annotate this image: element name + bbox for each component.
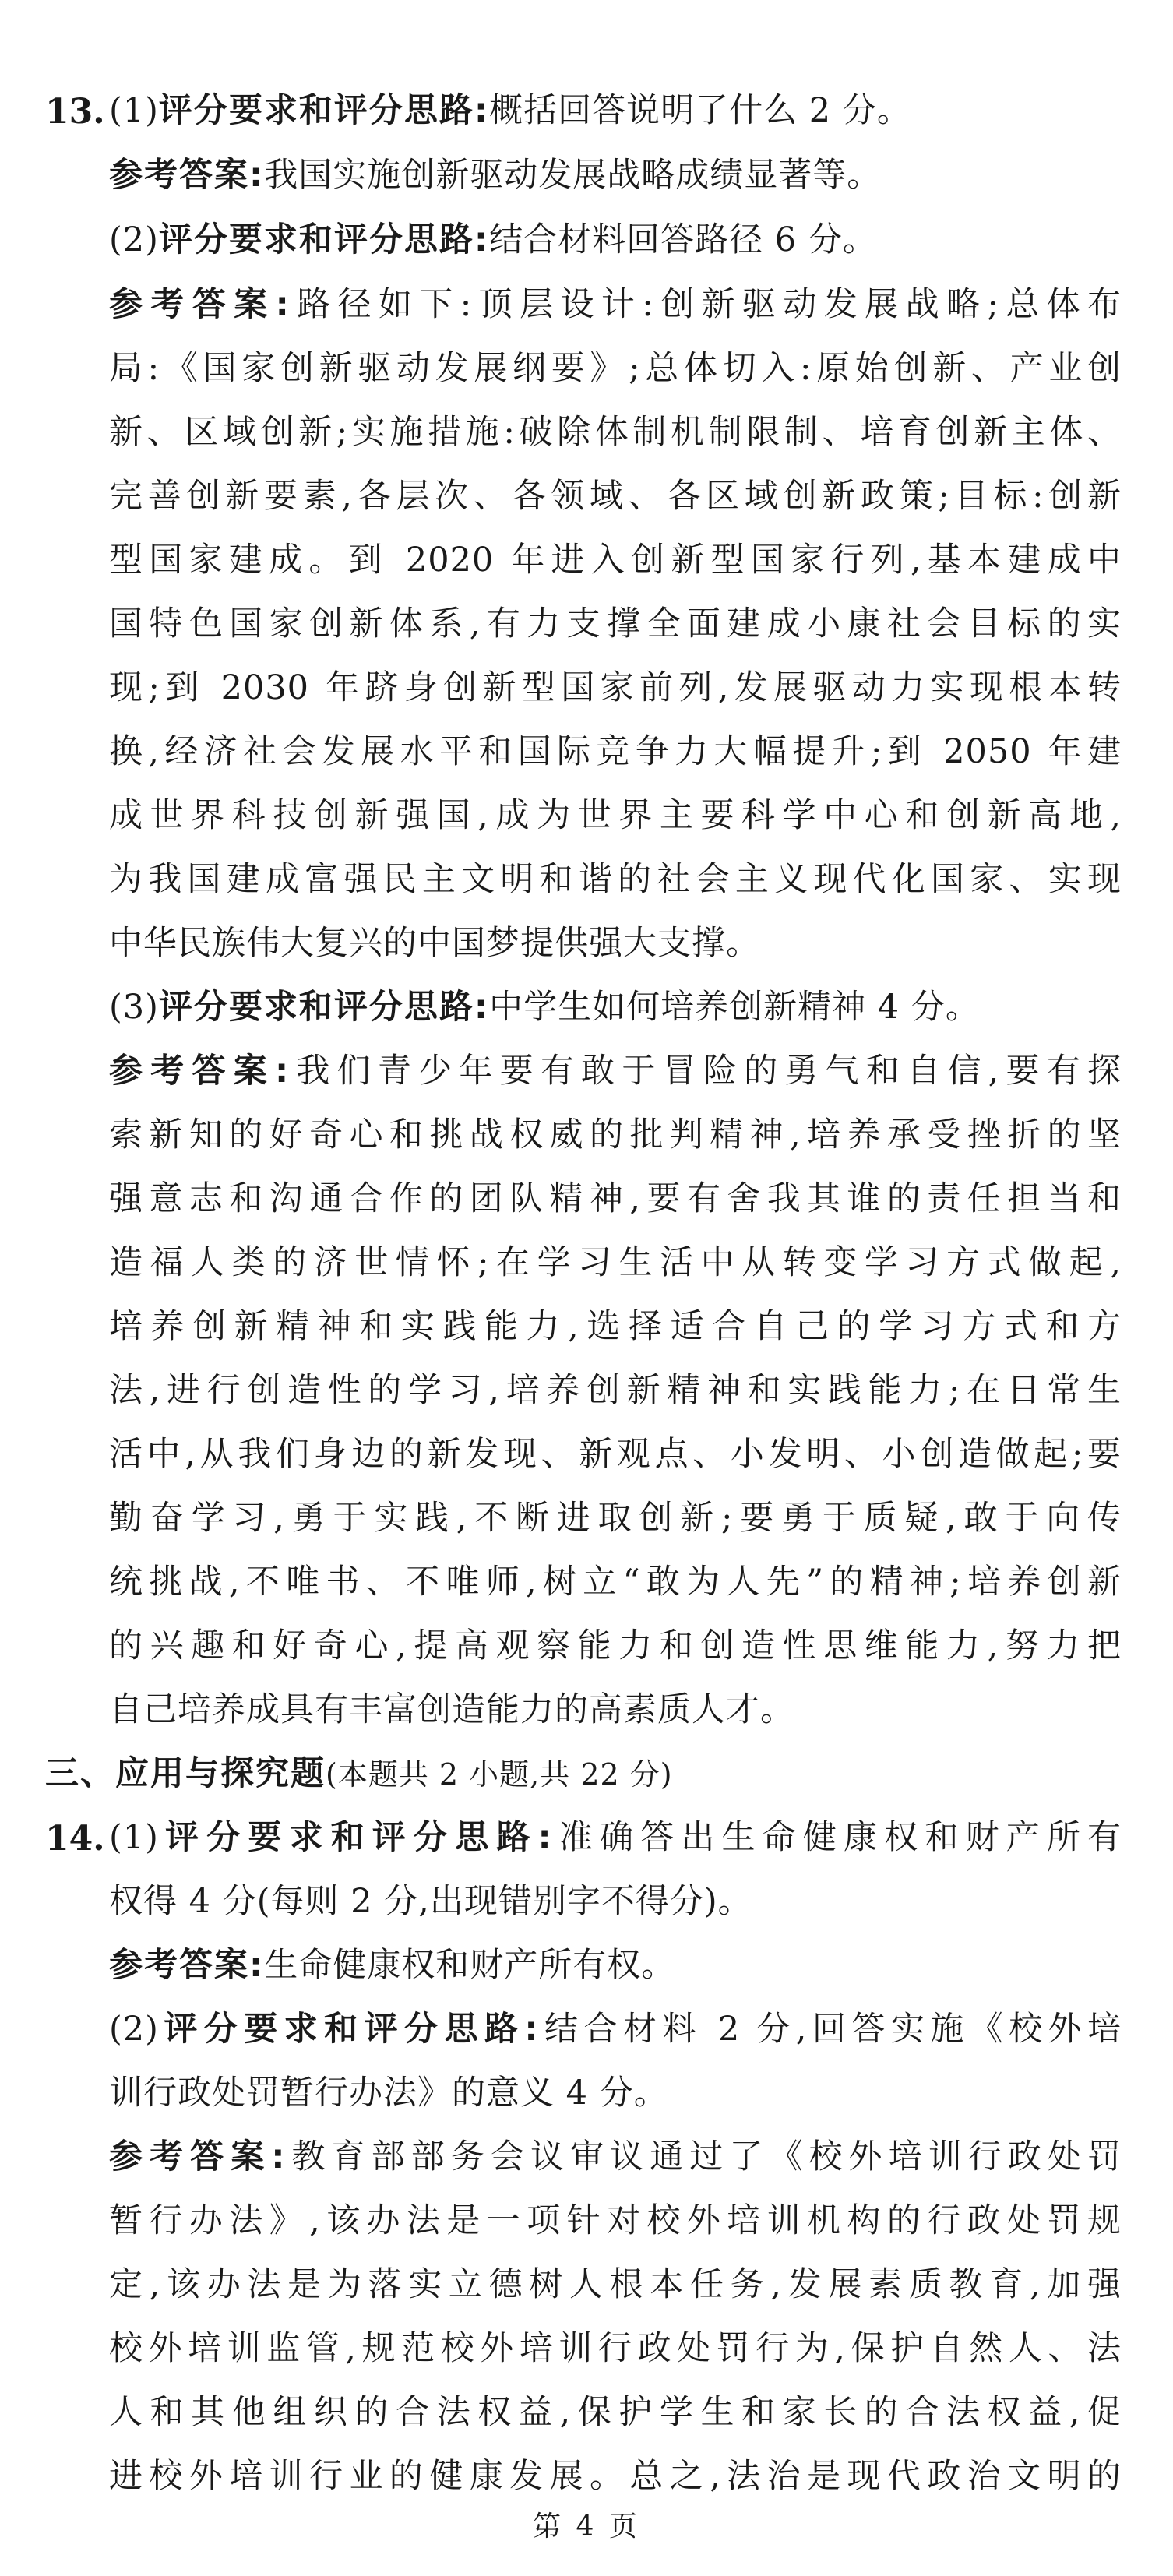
answer-label: 参考答案: <box>109 156 265 195</box>
q14-part2-criteria <box>109 2006 1122 2053</box>
section-heading <box>45 1750 673 1798</box>
criteria-text: 结合材料回答路径 6 分。 <box>489 220 877 259</box>
question-14-number: 14. <box>45 1819 105 1859</box>
answer-line: 校外培训监管,规范校外培训行政处罚行为,保护自然人、法 <box>109 2329 1122 2368</box>
section-note: (本题共 2 小题,共 22 分) <box>326 1757 673 1792</box>
criteria-label: 评分要求和评分思路: <box>158 1818 553 1857</box>
answer-line: 暂行办法》,该办法是一项针对校外培训机构的行政处罚规 <box>109 2201 1122 2240</box>
q14-part1-answer <box>109 1942 675 1989</box>
criteria-label: 评分要求和评分思路: <box>158 2010 540 2049</box>
q13-part2-answer-first <box>109 281 1122 328</box>
answer-line: 统挑战,不唯书、不唯师,树立“敢为人先”的精神;培养创新 <box>109 1563 1122 1602</box>
q13-part1-answer <box>109 152 881 199</box>
part-tag: (1) <box>109 1818 159 1857</box>
q14-part1-criteria-cont: 权得 4 分(每则 2 分,出现错别字不得分)。 <box>109 1882 752 1921</box>
answer-line: 现;到 2030 年跻身创新型国家前列,发展驱动力实现根本转 <box>109 668 1122 707</box>
q14-part2-answer-first <box>109 2134 1122 2180</box>
question-13-number: 13. <box>45 92 105 132</box>
q13-part2-criteria <box>109 217 877 263</box>
answer-text: 我国实施创新驱动发展战略成绩显著等。 <box>264 156 882 195</box>
criteria-text: 中学生如何培养创新精神 4 分。 <box>489 988 980 1027</box>
answer-text: 我们青少年要有敢于冒险的勇气和自信,要有探 <box>290 1052 1122 1091</box>
answer-line: 新、区域创新;实施措施:破除体制机制限制、培育创新主体、 <box>109 413 1122 452</box>
answer-line: 活中,从我们身边的新发现、新观点、小发明、小创造做起;要 <box>109 1435 1122 1474</box>
answer-line: 中华民族伟大复兴的中国梦提供强大支撑。 <box>109 924 760 963</box>
answer-line: 的兴趣和好奇心,提高观察能力和创造性思维能力,努力把 <box>109 1626 1122 1665</box>
answer-line: 自己培养成具有丰富创造能力的高素质人才。 <box>109 1690 794 1729</box>
answer-line: 局:《国家创新驱动发展纲要》;总体切入:原始创新、产业创 <box>109 349 1122 388</box>
q14-part2-criteria-cont: 训行政处罚暂行办法》的意义 4 分。 <box>109 2074 668 2113</box>
answer-line: 进校外培训行业的健康发展。总之,法治是现代政治文明的 <box>109 2457 1122 2496</box>
answer-line: 成世界科技创新强国,成为世界主要科学中心和创新高地, <box>109 796 1122 835</box>
answer-line: 完善创新要素,各层次、各领域、各区域创新政策;目标:创新 <box>109 477 1122 516</box>
q14-part1-criteria <box>109 1814 1122 1861</box>
criteria-label: 评分要求和评分思路: <box>158 988 490 1027</box>
section-title: 三、应用与探究题 <box>45 1754 326 1793</box>
answer-line: 勤奋学习,勇于实践,不断进取创新;要勇于质疑,敢于向传 <box>109 1499 1122 1538</box>
part-tag: (1) <box>109 91 159 130</box>
answer-label: 参考答案: <box>109 285 291 324</box>
answer-line: 法,进行创造性的学习,培养创新精神和实践能力;在日常生 <box>109 1371 1122 1410</box>
q13-part3-criteria <box>109 984 980 1031</box>
answer-text: 路径如下:顶层设计:创新驱动发展战略;总体布 <box>290 285 1122 324</box>
answer-line: 国特色国家创新体系,有力支撑全面建成小康社会目标的实 <box>109 604 1122 643</box>
answer-line: 人和其他组织的合法权益,保护学生和家长的合法权益,促 <box>109 2393 1122 2432</box>
answer-line: 型国家建成。到 2020 年进入创新型国家行列,基本建成中 <box>109 541 1122 580</box>
answer-text: 教育部部务会议审议通过了《校外培训行政处罚 <box>286 2137 1122 2176</box>
answer-text: 生命健康权和财产所有权。 <box>264 1946 676 1985</box>
q13-part1-criteria <box>109 87 911 134</box>
answer-line: 造福人类的济世情怀;在学习生活中从转变学习方式做起, <box>109 1243 1122 1282</box>
answer-line: 为我国建成富强民主文明和谐的社会主义现代化国家、实现 <box>109 860 1122 899</box>
answer-line: 换,经济社会发展水平和国际竞争力大幅提升;到 2050 年建 <box>109 732 1122 771</box>
answer-line: 培养创新精神和实践能力,选择适合自己的学习方式和方 <box>109 1307 1122 1346</box>
part-tag: (2) <box>109 220 159 259</box>
criteria-label: 评分要求和评分思路: <box>158 91 490 130</box>
criteria-text: 结合材料 2 分,回答实施《校外培 <box>539 2010 1122 2049</box>
part-tag: (3) <box>109 988 159 1027</box>
criteria-text: 概括回答说明了什么 2 分。 <box>489 91 911 130</box>
answer-label: 参考答案: <box>109 1946 265 1985</box>
page-footer: 第 4 页 <box>533 2511 640 2543</box>
criteria-text: 准确答出生命健康权和财产所有 <box>552 1818 1122 1857</box>
criteria-label: 评分要求和评分思路: <box>158 220 490 259</box>
answer-line: 强意志和沟通合作的团队精神,要有舍我其谁的责任担当和 <box>109 1179 1122 1218</box>
answer-line: 定,该办法是为落实立德树人根本任务,发展素质教育,加强 <box>109 2265 1122 2304</box>
answer-label: 参考答案: <box>109 2137 287 2176</box>
part-tag: (2) <box>109 2010 159 2049</box>
answer-label: 参考答案: <box>109 1052 291 1091</box>
answer-line: 索新知的好奇心和挑战权威的批判精神,培养承受挫折的坚 <box>109 1115 1122 1154</box>
q13-part3-answer-first <box>109 1048 1122 1094</box>
